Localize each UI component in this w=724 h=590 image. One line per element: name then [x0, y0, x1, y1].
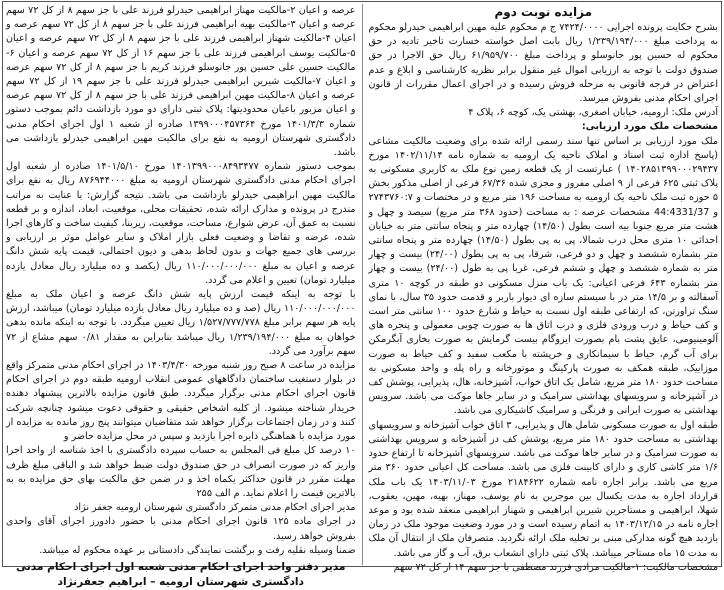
column-divider [362, 4, 363, 565]
notice-left-column [6, 4, 356, 588]
seizure-order: بموجب دستور شماره ۱۴۰۱۳۹۹۰۰۰۸۴۹۳۴۷۷ مورخ ۱۴۰۱/۵/۱۰ صادره از شعبه اول اجرای احکام مدنی دادگستری شهرستان ارومیه به مبلغ ۸۷۶۹۴۴۰۰۰ ریال به نفع برای مالکیت مهین ابراهیمی حیدرلو بازداشت می باشد. نتیجه گزارش: با عنایت به مراتب مندرج در پرونده و مدارک ارائه شده، تحقیقات محلی، موقعیت، ابعاد، اندازه و بر قطعه نسبت به عمق آن، عرض شوارع، مساحت، موقعیت، زیربنا، کیفیت ساخت و کارهای اجرا شده، عرضه و تقاضا و وضعیت فعلی بازار املاک و سایر عوامل موثر بر ارزیابی و بررسی های جمیع جهات و بدون لحاظ بدهی و دیون احتمالی، قیمت پایه شش دانگ عرصه و اعیان به مبلغ ۱۱۰/۰۰۰/۰۰۰/۰۰۰ ریال (یکصد و ده میلیارد ریال معادل یازده میلیارد تومان) تعیین و اعلام می گردد. [6, 161, 356, 286]
deposit-terms: ۱۰ درصد کل مبلغ فی المجلس به حساب سپرده دادگستری با اخذ شناسه از واحد اجرا واریز که در صورت انصراف در حق صندوق دولت ضبط خواهد شد و الباقی مبلغ ظرف مهلت مقرر در قانون حداکثر یکماه اخذ و در ضمن حق مالکیت بهای حق مزایده به به بالاترین قیمت را اعلام نماید. م الف ۲۵۵ [6, 445, 356, 499]
valuation-text: با توجه به اینکه قیمت ارزش پایه شش دانگ عرصه و اعیان ملک به مبلغ ۱۱۰/۰۰۰/۰۰۰/۰۰۰ ریال (صد و ده میلیارد ریال معادل یازده میلیارد تومان) میباشد، ارزش پایه هر سهم برابر مبلغ ۱/۵۲۷/۷۷۷/۷۷۸ ریال تعیین میگردد. با توجه به اینکه مانده بدهی خواهان به مبلغ ۱/۲۳۹/۱۹۴/۰۰۰ ریال میباشد بنابراین به مقدار ۰/۸۱ سهم مشاع از ۷۲ سهم برآورد می گردد. [6, 289, 356, 357]
property-description: ملک مورد ارزیابی بر اساس تنها سند رسمی ارائه شده برای وضعیت مالکیت مشاعی (پاسخ اداره ثبت اسناد و املاک ناحیه یک ارومیه به شماره نامه ۱۴۰۲/۱۱/۱۴ مورخ ۱۴۰۲۸۵۱۳۹۹۰۰۰۲۹۴۳۷ ) عبارتست از یک قطعه زمین نوع ملک به کاربری مسکونی به پلاک ثبتی ۶۲۵ فرعی از ۹ اصلی مفروز و مجزی شده ۶۷/۳۶ فرعی از اصلی مذکور بخش ۵ حوزه ثبت ملک ناحیه یک ارومیه به مساحت ۱۹۶ متر مربع و در مختصات و ۲۷۴۳۷۶۰:۷ و 44:4331/37 مشخصات عرصه : به مساحت (حدود ۳۶۸ متر مربع) سیصد و چهل و هشت متر مربع جنوبا بیه است بطول (۱۴/۵۰) چهارده متر و پنجاه سانتی متر به خیابان احداثی ۱۰ متری محل درب شمالا، پی به پی بطول (۱۴/۵۰) چهارده متر و پنجاه سانتی متر بشماره ششصد و چهل و دو فرعی، شرقا، پی به پی بطول (۲۴/۰۰) بیست و چهار متر به شماره ششصد و چهل و ششم فرعی، غربا پی به طول (۲۴/۰۰) بیست و چهار متر بشماره ۶۴۳ فرعی اعیانی: یک باب منزل مسکونی دو طبقه در کوچه ۱۰ متری آسفالته و بر ۱۴/۵ متر در با سیستم سازه ای دیوار باربر و قدمت حدود ۳۵ سال، با نمای سنگ تراورتن، که ارتفاعی طبقه اول نسبت به حیاط و شارع حدود ۱۰۰ سانتی متر است و کف حیاط و درب ورودی فلزی و درب اتاق ها به صورت چوبی معمولی و پنجره های آلومینیومی، عایق پشت بام بصورت ایزوگام بیست گرمایش به صورت بخاری آبگرمکن برای آب گرم، حیاط با سیمانکاری و خرپشته با مکعب سفید و کف حیاط به صورت موزاییک، طبقه همکف به صورت پارکینگ و موتورخانه و راه پله و واحد مسکونی به مساحت حدود ۱۸۰ متر مربع، شامل یک اتاق خواب، آشپزخانه، هال، پذیرایی، پوشش کف در آشپزخانه و سرویسهای بهداشتی سرامیک و در سایر جاها موکت می باشد. سرویس بهداشتی به صورت ایرانی و فرنگی و سرامیک کاشیکاری می باشد. [368, 135, 719, 417]
ownership-heading: مشخصات مالکیت: ۱-مالکیت مرادی فرزند مصطفی با جز سهم ۱۴ از کل ۷۲ سهم [393, 561, 718, 573]
notice-right-column [368, 4, 719, 573]
auction-time-place: مزایده در ساعت ۸ صبح روز شنبه مورخه ۱۴۰۳/۴/۳۰ در اجرای احکام مدنی متمرکز واقع در بلوار دستغیب ساختمان دادگاههای عمومی انقلاب ارومیه طبقه دوم در اجرای احکام قانون اجرای احکام مدنی برگزار میگردد. طبق قانون مزایده بالاترین پیشنهاد دهنده خریدار شناخته میشود. از کلیه اشخاص حقیقی و حقوقی دعوت میشود چنانچه شرکت کنند و در زمان اجتماعات برگزار خواهد شد متقاضیان میتوانند پنج روز مانده به مزایده از مورد مزایده با هماهنگی دایره اجرا بازدید و سپس در محل مزایده حاضر و [6, 360, 356, 443]
transport-note: ضمنا وسیله نقلیه رفت و برگشت نمایندگی دادستانی بر عهده محکوم له میباشد. [39, 544, 356, 556]
enforcement-office: مدیر اجرای احکام مدنی متمرکز دادگستری شهرستان ارومیه جعفر نژاد [74, 502, 356, 514]
property-address: آدرس ملک: ارومیه، خیابان اصغری، بهشتی یک، کوچه ۶، پلاک ۴ [468, 107, 718, 119]
article-reference: در اجرای ماده ۱۲۵ قانون اجرای احکام مدنی با حضور دادورز اجرای آقای واحدی بفروش خواهد رسید. [6, 516, 356, 542]
notice-columns [6, 4, 719, 588]
notice-intro: بشرح حکایت پرونده اجرایی ۷۴۲۴/۰۰۰۰ ج م محکوم علیه مهین ابراهیمی حیدرلو محکوم به پرداخت مبلغ ۱/۲۳۹/۱۹۴/۰۰۰ ریال بابت اصل خواسته خسارت تاخیر تادیه در حق محکوم له حسین پور جانوسلو و پرداخت مبلغ ۶۱/۹۵۹/۷۰۰ ریال حق الاجرا در حق صندوق دولت با توجه به ارزیابی اموال غیر منقول برابر نظریه کارشناسی و ابلاغ و عدم اعتراض در فرجه قانونی به مرحله فروش رسیده و در اجرای اعمال مقررات از قانون اجرای احکام مدنی بفروش میرسد. [368, 22, 719, 105]
property-specs-heading: مشخصات ملک مورد ارزیابی: [581, 121, 718, 133]
signature-block: مدیر دفتر واحد اجرای احکام مدنی شعبه اول اجرای احکام مدنی دادگستری شهرستان ارومیه – ابراهیم جعفرنژاد [16, 560, 346, 588]
notice-title: مزایده نوبت دوم [494, 5, 593, 19]
property-description-continued: طبقه اول به صورت مسکونی شامل هال و پذیرایی، ۳ اتاق خواب آشپزخانه و سرویسهای بهداشتی به مساحت حدود ۱۸۰ متر مربع، پوشش کف در آشپزخانه و سرویس بهداشتی به صورت سرامیک و در سایر جاها موکت می باشد. سرویسهای آشپزخانه تا ارتفاع حدود ۱/۶ متر کاشی کاری و دارای کابینت فلزی می باشد. مساحت کل اعیانی حدود ۳۶۰ متر مربع می باشد. برابر اجاره نامه شماره ۲۱۸۴۶۲۲ مورخ ۱۴۰۳/۱۱/۰۳ یک باب ملک قرارداد اجاره به مدت یکسال بین موجرین به نام یوسف، مهناز، بهیه، مهین، یعقوب، شهلا، ابراهیمی و مستاجرین شیرین ابراهیمی و شهناز ابراهیمی منعقد شده بود و موعد اجاره نامه در ۱۴۰۳/۱۲/۱۵ به اتمام رسیده است و در مورد وضعیت موجود ملک در زمان بازدید هیچ گونه مدارکی مبنی بر تخلیه ملک ارائه نگردید. متصرفان ملک از انتقال آن ملک به مدت ۱۵ ماه مستاجر میباشد. پلاک ثبتی دارای انشعاب برق، آب و گاز می باشد. [368, 419, 719, 559]
ownership-details: عرصه و اعیان ۲-مالکیت مهناز ابراهیمی حیدرلو فرزند علی با جز سهم ۸ از کل ۷۲ سهم عرصه و اعیان ۳-مالکیت بهیه ابراهیمی فرزند علی با جز سهم ۸ از کل ۷۲ سهم عرصه و اعیان ۴-مالکیت شهناز ابراهیمی فرزند علی با جز سهم ۸ از کل ۷۲ سهم عرصه و اعیان ۵-مالکیت یوسف ابراهیمی فرزند علی با جز سهم ۱۶ از کل ۷۲ سهم عرصه و اعیان ۶-مالکیت حسین علی حسین پور جانوسلو فرزند کریم با جز سهم ۸ از کل ۷۲ سهم عرصه و اعیان ۷-مالکیت شیرین ابراهیمی حیدرلو فرزند علی با جز سهم ۱۹ از کل ۷۲ سهم عرصه و اعیان ۸-مالکیت مهین ابراهیمی فرزند علی با جز سهم ۸ از کل ۷۲ سهم عرصه و اعیان مزبور باعیان محدودیتها: پلاک ثبتی دارای دو مورد بازداشت دائم بموجب دستور شماره ۱۴۰۱/۳/۳ مورخ ۱۳۹۹۰۰۰۴۵۷۳۶۴ صادره از شعبه ۱ اول اجرای احکام مدنی دادگستری شهرستان ارومیه به نفع برای مالکیت مهین ابراهیمی حیدرلو بازداشت می باشد. [6, 5, 356, 159]
